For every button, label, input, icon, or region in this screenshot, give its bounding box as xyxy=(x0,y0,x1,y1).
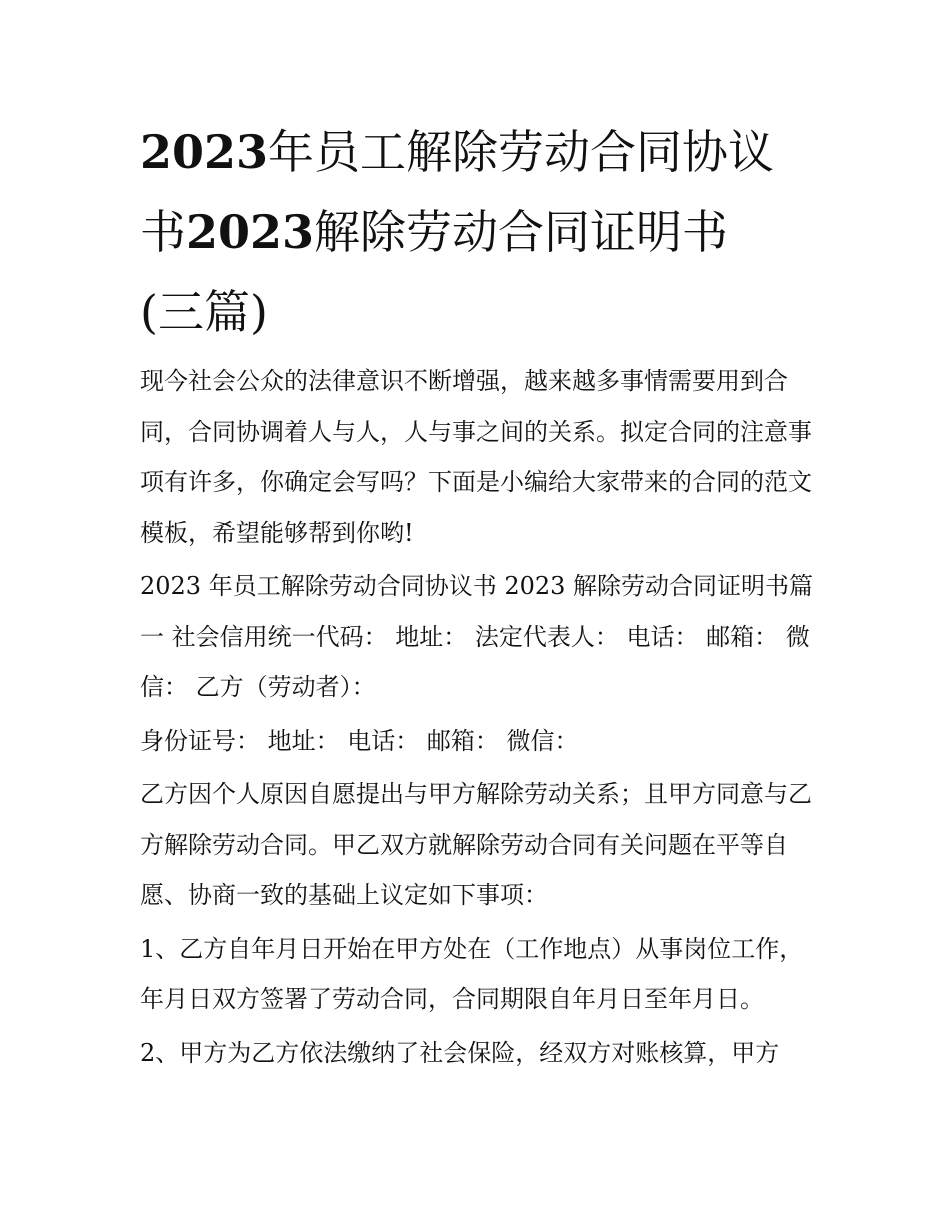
title-line-2 xyxy=(140,205,728,259)
title-text: 解除劳动合同证明书 xyxy=(314,205,729,259)
title-line-1 xyxy=(140,125,774,179)
party-b-info-paragraph: 身份证号： 地址： 电话： 邮箱： 微信： xyxy=(140,726,579,755)
title-text: 书 xyxy=(140,205,186,259)
title-year: 2023 xyxy=(186,205,315,259)
agreement-intro-paragraph: 乙方因个人原因自愿提出与甲方解除劳动关系；且甲方同意与乙方解除劳动合同。甲乙双方就解除劳动合同有关问题在平等自愿、协商一致的基础上议定如下事项： xyxy=(140,780,812,909)
title-text: 年员工解除劳动合同协议 xyxy=(268,125,775,179)
clause-1-paragraph: 1、乙方自年月日开始在甲方处在（工作地点）从事岗位工作，年月日双方签署了劳动合同，合同期限自年月日至年月日。 xyxy=(140,934,804,1013)
intro-paragraph: 现今社会公众的法律意识不断增强，越来越多事情需要用到合同，合同协调着人与人，人与事之间的关系。拟定合同的注意事项有许多，你确定会写吗？下面是小编给大家带来的合同的范文模板，希望能够帮到你哟! xyxy=(140,367,812,547)
title-line-3 xyxy=(140,285,268,339)
document-page xyxy=(140,112,820,1081)
title-text: (三篇) xyxy=(140,285,268,339)
document-body xyxy=(140,356,820,1078)
clause-2-paragraph: 2、甲方为乙方依法缴纳了社会保险，经双方对账核算，甲方 xyxy=(140,1038,780,1067)
document-title xyxy=(140,112,820,352)
title-year: 2023 xyxy=(140,125,269,179)
section-heading-paragraph: 2023 年员工解除劳动合同协议书 2023 解除劳动合同证明书篇一 社会信用统一代码： 地址： 法定代表人： 电话： 邮箱： 微信： 乙方（劳动者）： xyxy=(140,572,814,701)
